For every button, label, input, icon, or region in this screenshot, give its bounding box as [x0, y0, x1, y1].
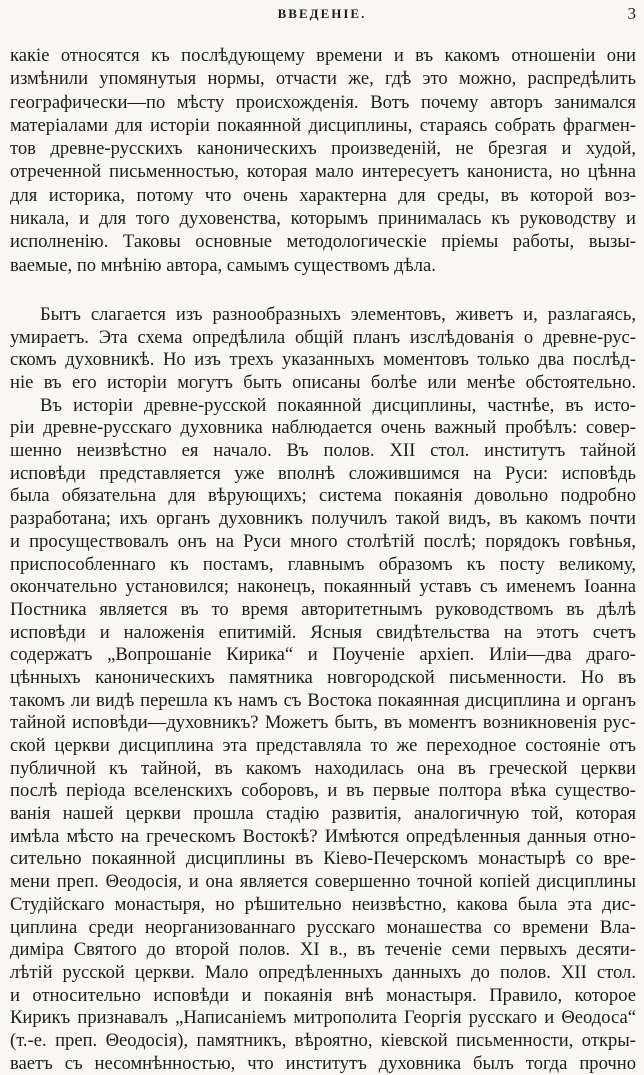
text-line: ріи древне-русскаго духовника наблюдается очень важный пробѣлъ: совер- [10, 417, 636, 439]
text-line: какіе относятся къ послѣдующему времени и въ какомъ отношеніи они [10, 45, 636, 66]
text-line: такомъ ли видѣ перешла къ намъ съ Востока покаянная дисциплина и органъ [10, 689, 636, 711]
text-line: сительно покаянной дисциплины въ Кіево-Печерскомъ монастырѣ со вре- [10, 848, 636, 870]
page-number: 3 [627, 4, 636, 23]
text-line: содержатъ „Вопрошаніе Кирика“ и Поученіе архіеп. Иліи—два драго- [10, 644, 636, 666]
text-line: лѣтій русской церкви. Мало опредѣленныхъ данныхъ до полов. XII стол. [10, 961, 636, 983]
text-line: имѣла мѣсто на греческомъ Востокѣ? Имѣются опредѣленныя данныя отно- [10, 825, 636, 847]
text-line: тов древне-русскихъ каноническихъ произведеній, не брезгая и худой, [10, 138, 636, 160]
text-line: для историка, потому что очень характерна для среды, въ которой воз- [10, 184, 636, 206]
text-line: послѣ періода вселенскихъ соборовъ, и въ первые полтора вѣка существо- [10, 780, 636, 802]
page-header [0, 4, 644, 26]
text-line: ской церкви дисциплина эта представляла то же переходное состояніе отъ [10, 735, 636, 757]
text-line: исполненію. Таковы основные методологическіе пріемы работы, вызы- [10, 231, 636, 253]
text-line: умираетъ. Эта схема опредѣлила общій планъ изслѣдованія о древне-рус- [10, 326, 636, 348]
text-line: измѣнили упомянутыя нормы, отчасти же, гдѣ это можно, распредѣлить [10, 68, 636, 90]
text-line: была обязательна для вѣрующихъ; система покаянія довольно подробно [10, 485, 636, 507]
running-head: ВВЕДЕНІЕ. [277, 6, 367, 21]
text-line: цѣнныхъ каноническихъ памятника новгородской письменности. Но въ [10, 666, 636, 688]
text-line: циплина среди неорганизованнаго русскаго монашества со времени Вла- [10, 916, 636, 938]
paragraph-2 [10, 304, 636, 395]
text-line: тайной исповѣди—духовникъ? Можетъ быть, въ моментъ возникновенія рус- [10, 712, 636, 734]
text-line: окончательно установился; наконецъ, покаянный уставъ съ именемъ Іоанна [10, 576, 636, 598]
text-line: ваетъ съ несомнѣнностью, что институтъ духовника былъ тогда прочно [10, 1052, 636, 1074]
text-line: мени преп. Θеодосія, и она является совершенно точной копіей дисциплины [10, 871, 636, 893]
text-line: скомъ духовникѣ. Но изъ трехъ указанныхъ моментовъ только два послѣд- [10, 349, 636, 371]
text-line: Кирикъ признавалъ „Написаніемъ митрополита Георгія русскаго и Θеодоса“ [10, 1007, 636, 1029]
text-line: отреченной письменностью, которая мало интересуетъ канониста, но цѣнна [10, 161, 636, 183]
text-line: Студійскаго монастыря, но рѣшительно неизвѣстно, какова была эта дис- [10, 893, 636, 915]
paragraph-3 [10, 395, 636, 1075]
text-line: ніе въ его исторіи могутъ быть описаны болѣе или менѣе обстоятельно. [10, 372, 636, 394]
text-line: географически—по мѣсту происхожденія. Вотъ почему авторъ занимался [10, 91, 636, 113]
text-line: Постника является въ то время авторитетнымъ руководствомъ въ дѣлѣ [10, 598, 636, 620]
text-line: Бытъ слагается изъ разнообразныхъ элементовъ, живетъ и, разлагаясь, [40, 303, 636, 325]
text-line: диміра Святого до второй полов. XI в., въ теченіе семи первыхъ десяти- [10, 939, 636, 961]
text-line: исповѣди и наложенія епитимій. Ясныя свидѣтельства на этотъ счетъ [10, 621, 636, 643]
paragraph-gap [10, 277, 636, 304]
text-line: исповѣди представляется уже вполнѣ сложившимся на Руси: исповѣдь [10, 462, 636, 484]
text-line: ваемые, по мнѣнію автора, самымъ существомъ дѣла. [10, 254, 436, 276]
text-line: и просуществовалъ онъ на Руси много столѣтій послѣ; порядокъ говѣнья, [10, 530, 636, 552]
text-line: приспособленнаго къ постамъ, главнымъ образомъ къ посту великому, [10, 553, 636, 575]
text-line: и относительно исповѣди и покаянія внѣ монастыря. Правило, которое [10, 984, 636, 1006]
text-line: ванія нашей церкви прошла стадію развитія, аналогичную той, которая [10, 803, 636, 825]
text-line: шенно неизвѣстно ея начало. Въ полов. XII стол. институтъ тайной [10, 440, 636, 462]
text-line: (т.-е. преп. Θеодосія), памятникъ, вѣроятно, кіевской письменности, откры- [10, 1029, 636, 1051]
text-line: никала, и для того духовенства, которымъ принималась къ руководству и [10, 208, 636, 230]
text-line: Въ исторіи древне-русской покаянной дисциплины, частнѣе, въ исто- [40, 394, 636, 416]
paragraph-1 [10, 44, 636, 277]
body-text [10, 44, 636, 1075]
text-line: разработана; ихъ органъ духовникъ получилъ такой видъ, въ какомъ почти [10, 508, 636, 530]
text-line: публичной къ тайной, въ какомъ находилась она въ греческой церкви [10, 757, 636, 779]
text-line: матеріалами для исторіи покаянной дисциплины, стараясь собрать фрагмен- [10, 114, 636, 136]
